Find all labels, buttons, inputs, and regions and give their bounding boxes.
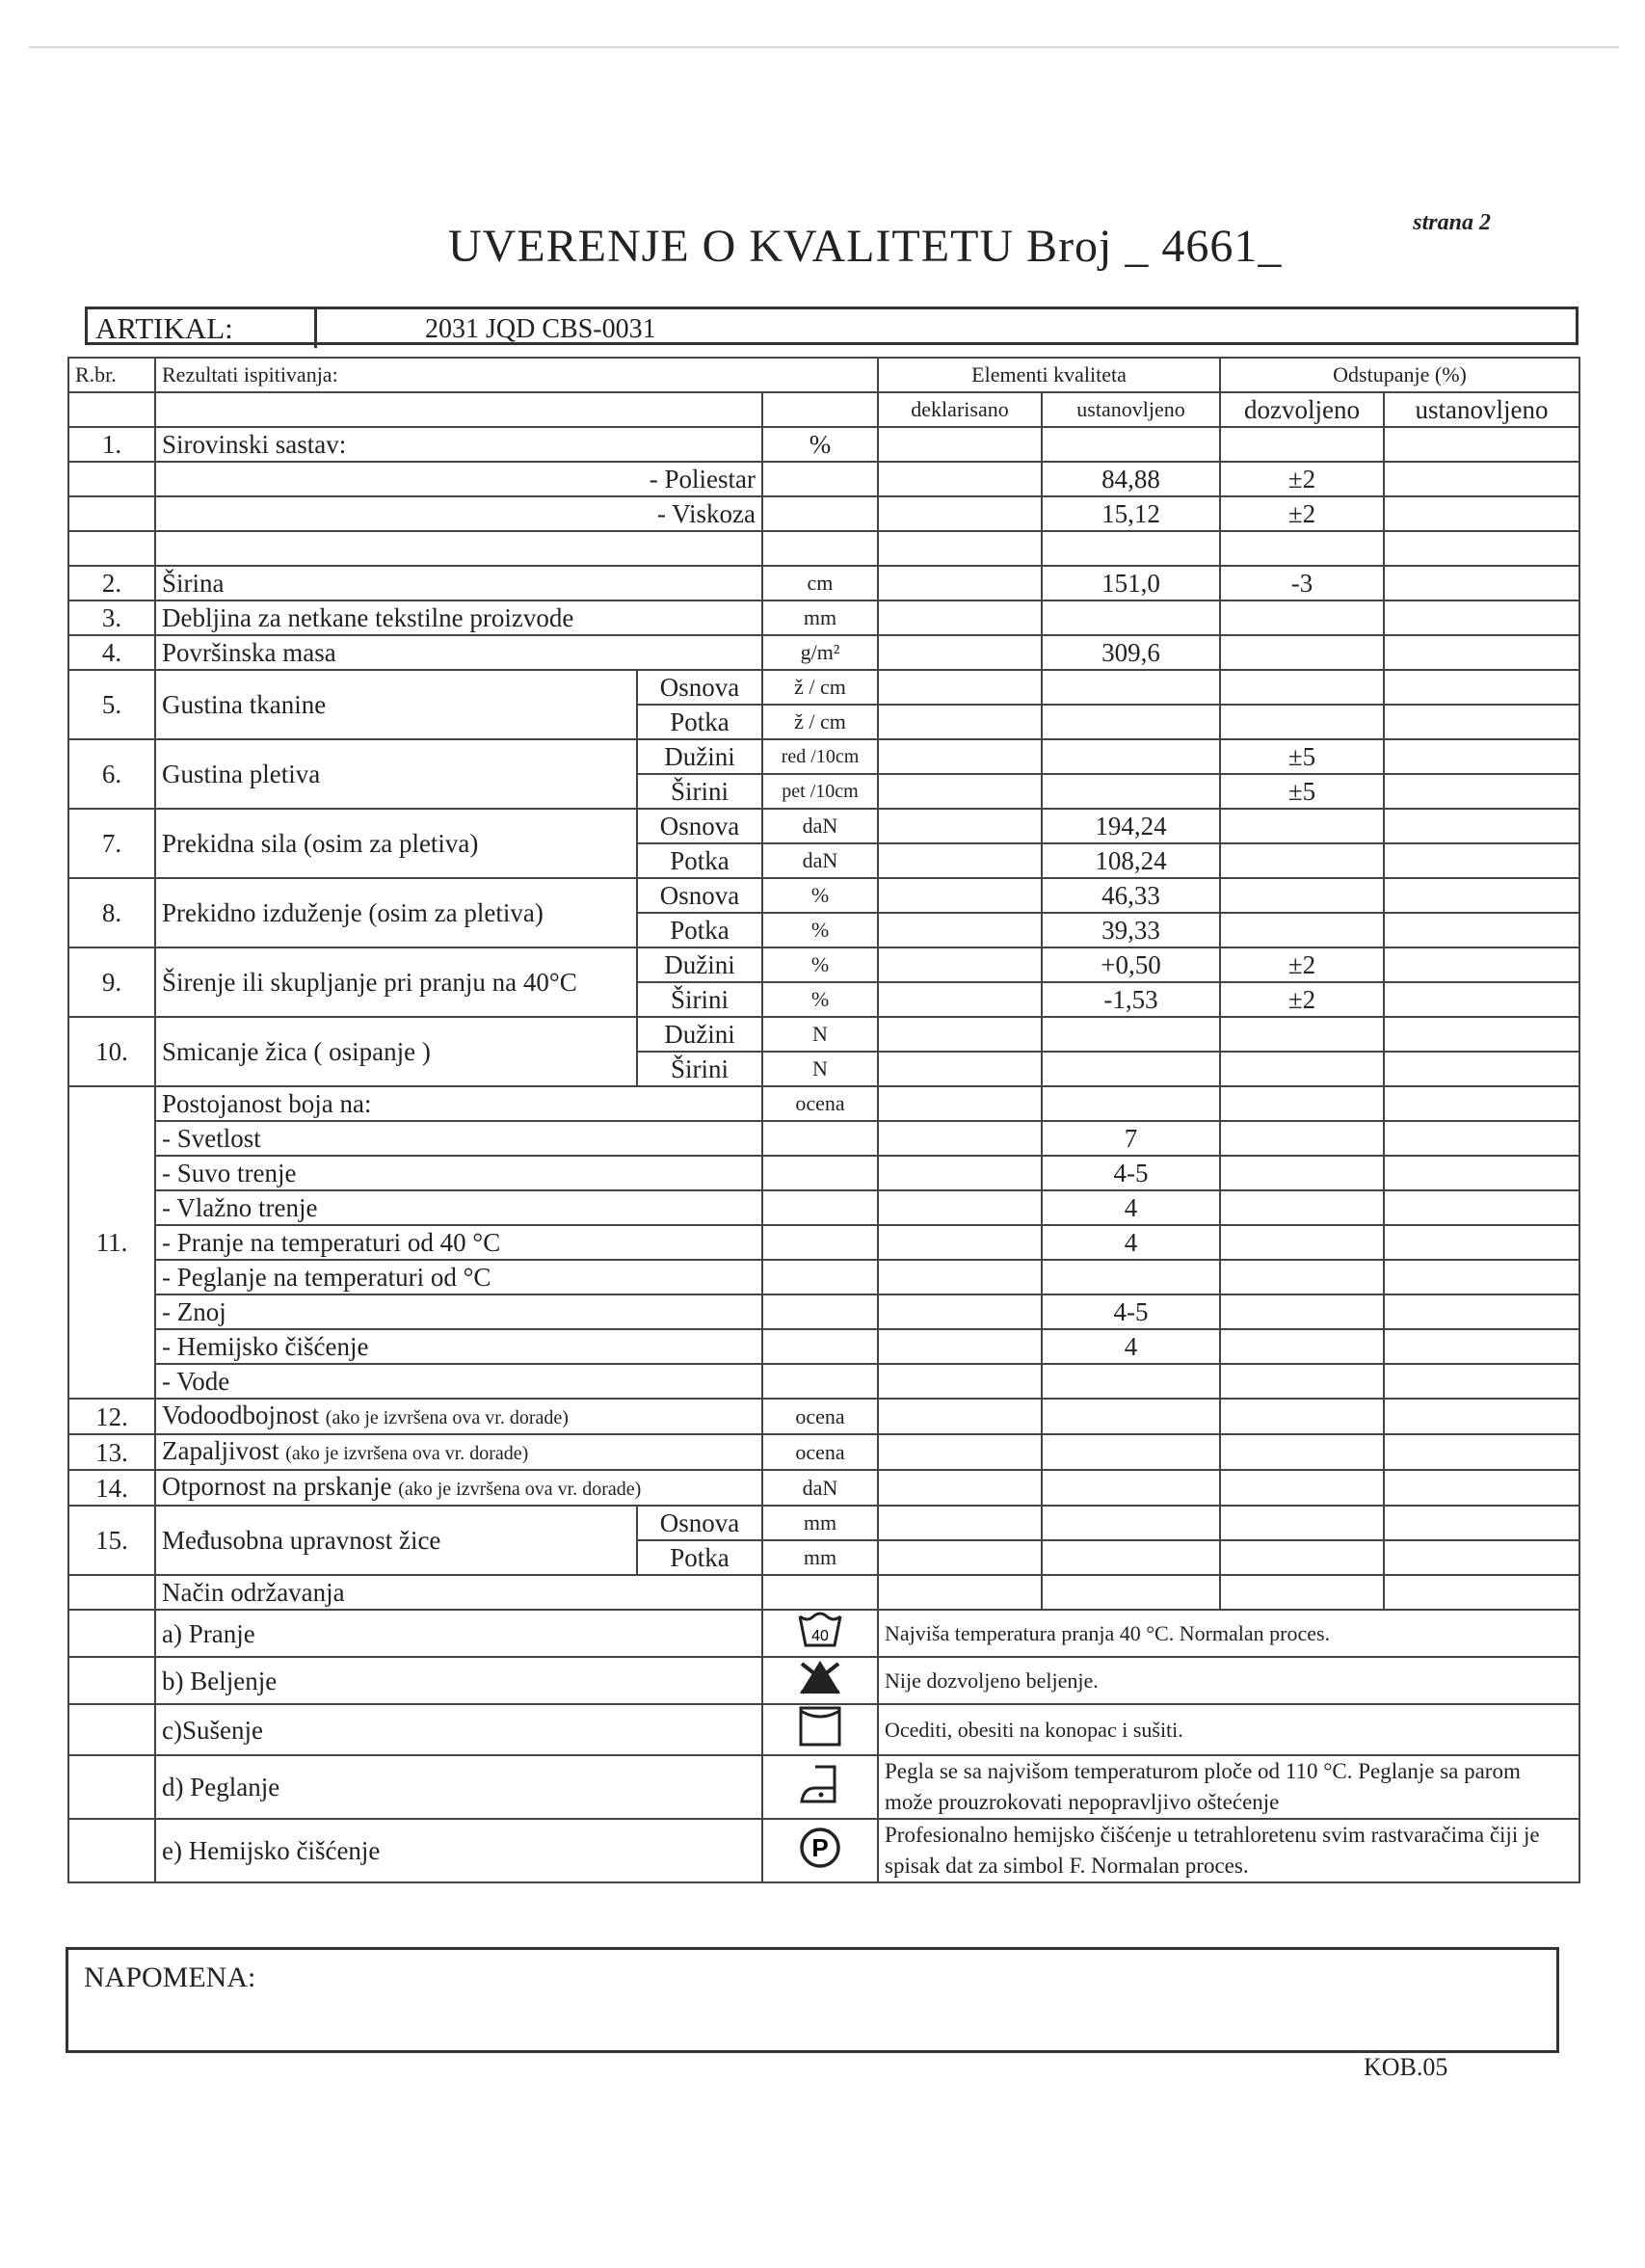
- table-row: - Peglanje na temperaturi od °C: [68, 1260, 1579, 1294]
- napomena-box: [66, 1947, 1559, 2053]
- table-row: 14. Otpornost na prskanje (ako je izvršena ova vr. dorade) daN: [68, 1470, 1579, 1506]
- col-dozvoljeno: dozvoljeno: [1220, 392, 1384, 427]
- col-deklarisano: deklarisano: [878, 392, 1042, 427]
- care-row: b) Beljenje Nije dozvoljeno beljenje.: [68, 1657, 1579, 1704]
- table-row: 7. Prekidna sila (osim za pletiva) Osnova daN 194,24: [68, 809, 1579, 843]
- care-row: c)Sušenje Oceditі, obesiti na konopac i sušiti.: [68, 1704, 1579, 1755]
- table-row: 15. Međusobna upravnost žice Osnova mm: [68, 1506, 1579, 1540]
- care-row: a) Pranje 40 Najviša temperatura pranja 40 °C. Normalan proces.: [68, 1610, 1579, 1657]
- svg-text:P: P: [811, 1832, 829, 1862]
- form-code: KOB.05: [1364, 2053, 1448, 2081]
- table-row: 8. Prekidno izduženje (osim za pletiva) Osnova % 46,33: [68, 878, 1579, 913]
- table-row: 6. Gustina pletiva Dužini red /10cm ±5: [68, 739, 1579, 774]
- artikal-label: ARTIKAL:: [95, 311, 233, 345]
- table-row: Širini % -1,53 ±2: [68, 982, 1579, 1017]
- artikal-divider: [314, 309, 317, 348]
- svg-text:40: 40: [811, 1628, 829, 1644]
- artikal-value: 2031 JQD CBS-0031: [425, 314, 656, 344]
- care-title: Način održavanja: [155, 1575, 762, 1610]
- line-dry-icon: [762, 1704, 878, 1755]
- table-row: 4. Površinska masa g/m² 309,6: [68, 635, 1579, 670]
- table-row: - Pranje na temperaturi od 40 °C 4: [68, 1225, 1579, 1260]
- care-row: e) Hemijsko čišćenje P Profesionalno hemijsko čišćenje u tetrahloretenu svim rastvaračima čiji je spisak dat za simbol F. Normalan proces.: [68, 1819, 1579, 1882]
- table-row: Potka mm: [68, 1540, 1579, 1575]
- care-title-row: [68, 1575, 1579, 1610]
- table-row: 3. Debljina za netkane tekstilne proizvode mm: [68, 600, 1579, 635]
- table-row: 10. Smicanje žica ( osipanje ) Dužini N: [68, 1017, 1579, 1052]
- napomena-label: NAPOMENA:: [84, 1961, 256, 1993]
- table-row: Širini pet /10cm ±5: [68, 774, 1579, 809]
- col-rezultati: Rezultati ispitivanja:: [155, 358, 878, 392]
- table-row: 12. Vodoodbojnost (ako je izvršena ova vr. dorade) ocena: [68, 1399, 1579, 1434]
- col-ustanovljeno: ustanovljeno: [1042, 392, 1220, 427]
- page-number: strana 2: [1413, 210, 1491, 235]
- table-row: - Viskoza 15,12 ±2: [68, 496, 1579, 531]
- iron-icon: [762, 1755, 878, 1819]
- col-elementi: Elementi kvaliteta: [878, 358, 1220, 392]
- table-row: - Suvo trenje 4-5: [68, 1156, 1579, 1190]
- table-row: Širini N: [68, 1052, 1579, 1086]
- table-row: - Poliestar 84,88 ±2: [68, 462, 1579, 496]
- artikal-box: [85, 307, 1579, 345]
- table-row: [68, 531, 1579, 566]
- no-bleach-icon: [762, 1657, 878, 1704]
- table-row: 2. Širina cm 151,0 -3: [68, 566, 1579, 600]
- table-row: Potka ž / cm: [68, 705, 1579, 739]
- table-row: 5. Gustina tkanine Osnova ž / cm: [68, 670, 1579, 705]
- care-row: d) Peglanje Pegla se sa najvišom temperaturom ploče od 110 °C. Peglanje sa parom može prouzrokovati nepopravljivo oštećenje: [68, 1755, 1579, 1819]
- table-header-row: [68, 358, 1579, 392]
- table-row: - Hemijsko čišćenje 4: [68, 1329, 1579, 1364]
- col-ustanovljeno-odst: ustanovljeno: [1384, 392, 1579, 427]
- table-row: 13. Zapaljivost (ako je izvršena ova vr. dorade) ocena: [68, 1434, 1579, 1470]
- col-odstupanje: Odstupanje (%): [1220, 358, 1579, 392]
- wash-40-icon: [762, 1610, 878, 1657]
- table-row: - Znoj 4-5: [68, 1294, 1579, 1329]
- table-row: Potka daN 108,24: [68, 843, 1579, 878]
- table-row: - Vlažno trenje 4: [68, 1190, 1579, 1225]
- table-row: - Svetlost 7: [68, 1121, 1579, 1156]
- table-row: - Vode: [68, 1364, 1579, 1399]
- table-row: 1. Sirovinski sastav: %: [68, 427, 1579, 462]
- table-row: 9. Širenje ili skupljanje pri pranju na 40°C Dužini % +0,50 ±2: [68, 947, 1579, 982]
- table-row: Potka % 39,33: [68, 913, 1579, 947]
- scan-edge-line: [29, 46, 1619, 48]
- dry-clean-p-icon: [762, 1819, 878, 1882]
- col-rbr: R.br.: [68, 358, 155, 392]
- quality-table: [67, 357, 1580, 1883]
- page-title: UVERENJE O KVALITETU Broj _ 4661_: [448, 221, 1283, 272]
- table-subheader-row: [68, 392, 1579, 427]
- table-row: 11. Postojanost boja na: ocena: [68, 1086, 1579, 1121]
